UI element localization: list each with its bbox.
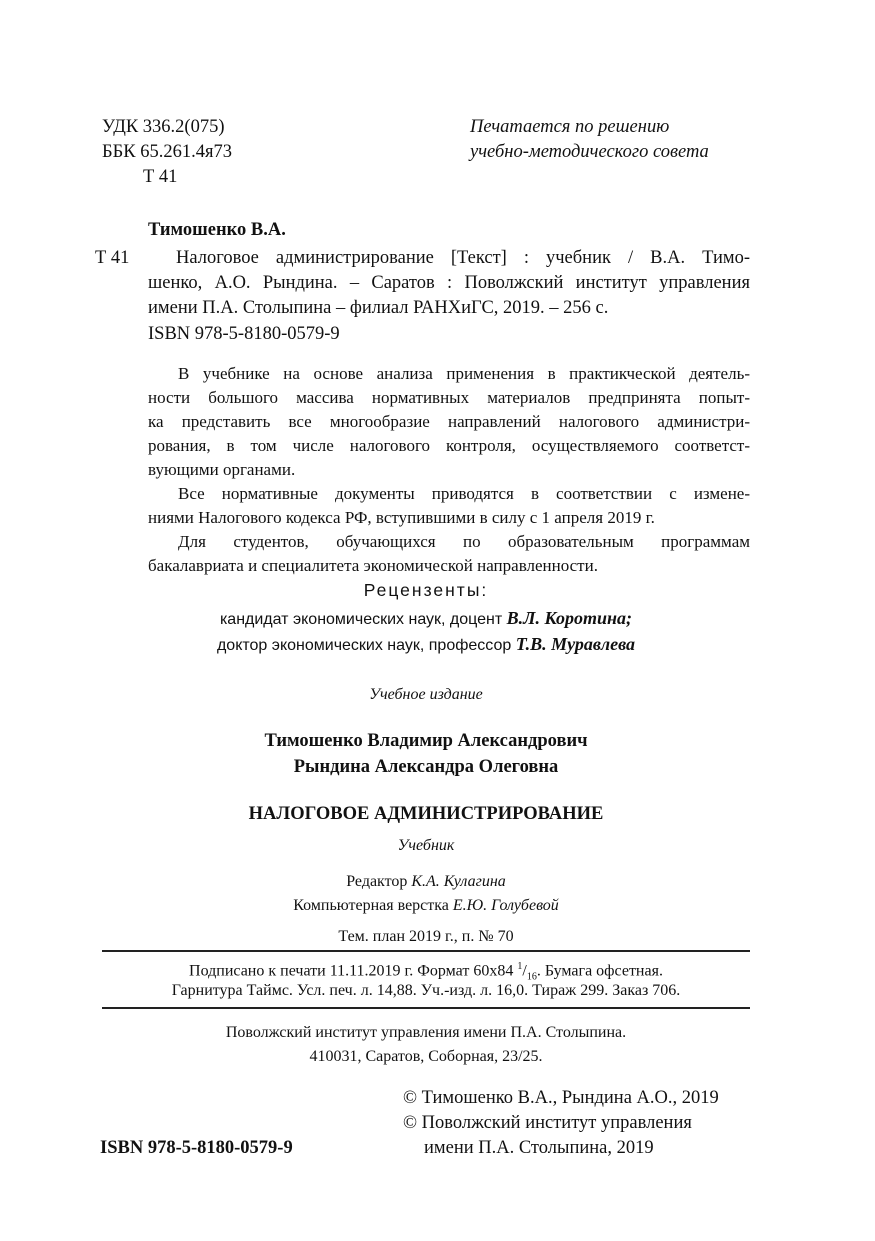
catalog-line-3: имени П.А. Столыпина – филиал РАНХиГС, 2019. – 256 с.: [148, 298, 609, 318]
imprint-signed: Подписано к печати 11.11.2019 г. Формат 60х84: [189, 962, 518, 980]
thematic-plan: Тем. план 2019 г., п. № 70: [338, 928, 514, 945]
annotation-line: ности большого массива нормативных материалов предпринята попыт-: [148, 388, 750, 407]
reviewer-1-name: В.Л. Коротина;: [506, 608, 633, 628]
format-fraction-slash: /: [522, 962, 527, 980]
format-fraction-numerator: 1: [517, 961, 523, 972]
publisher-name: Поволжский институт управления имени П.А. Столыпина.: [225, 1024, 627, 1041]
copyright-authors: © Тимошенко В.А., Рындина А.О., 2019: [403, 1088, 719, 1108]
reviewer-2: [102, 631, 750, 659]
annotation-line: Для студентов, обучающихся по образовательным программам: [178, 532, 750, 551]
annotation-line: Все нормативные документы приводятся в соответствии с измене-: [178, 484, 750, 503]
annotation: [148, 362, 750, 578]
reviewer-1: [102, 605, 750, 633]
annotation-line: ка представить все многообразие направлений налогового администри-: [148, 412, 750, 431]
catalog-line-1: Налоговое администрирование [Текст] : учебник / В.А. Тимо-: [176, 248, 750, 268]
annotation-line: вующими органами.: [148, 460, 296, 479]
annotation-line: бакалавриата и специалитета экономической направленности.: [148, 556, 598, 575]
editor-label: Редактор: [346, 873, 412, 890]
reviewer-2-role: доктор экономических наук, профессор: [216, 637, 516, 654]
udk-code: УДК 336.2(075): [102, 117, 225, 137]
book-subtitle: Учебник: [397, 837, 455, 854]
editor-credit: [102, 870, 750, 894]
reviewer-2-name: Т.В. Муравлева: [515, 634, 636, 654]
annotation-line: В учебнике на основе анализа применения в практикческой деятель-: [178, 364, 750, 383]
catalog-line-2: шенко, А.О. Рындина. – Саратов : Поволжский институт управления: [148, 273, 750, 293]
author-1: Тимошенко Владимир Александрович: [264, 731, 588, 751]
catalog-author-heading: Тимошенко В.А.: [148, 220, 286, 240]
imprint-line-2: Гарнитура Таймс. Усл. печ. л. 14,88. Уч.-изд. л. 16,0. Тираж 299. Заказ 706.: [171, 982, 681, 999]
layout-name: Е.Ю. Голубевой: [452, 897, 559, 914]
layout-credit: [102, 894, 750, 918]
copyright-publisher-cont: имени П.А. Столыпина, 2019: [424, 1138, 654, 1158]
edition-type: Учебное издание: [369, 686, 483, 703]
publication-note-line2: учебно-методического совета: [470, 142, 709, 162]
publication-note-line1: Печатается по решению: [470, 117, 670, 137]
annotation-line: рования, в том числе налогового контроля, осуществляемого соответст-: [148, 436, 750, 455]
book-title: НАЛОГОВОЕ АДМИНИСТРИРОВАНИЕ: [248, 804, 604, 824]
bbk-code: ББК 65.261.4я73: [102, 142, 232, 162]
layout-label: Компьютерная верстка: [293, 897, 453, 914]
copyright-publisher: © Поволжский институт управления: [403, 1113, 692, 1133]
imprint-paper: . Бумага офсетная.: [536, 962, 663, 980]
editor-name: К.А. Кулагина: [411, 873, 506, 890]
author-mark: Т 41: [143, 167, 178, 187]
imprint-top-rule: [102, 950, 750, 952]
annotation-line: ниями Налогового кодекса РФ, вступившими в силу с 1 апреля 2019 г.: [148, 508, 655, 527]
imprint-bottom-rule: [102, 1007, 750, 1009]
publisher-address: 410031, Саратов, Соборная, 23/25.: [309, 1048, 543, 1065]
catalog-mark: Т 41: [95, 248, 130, 268]
reviewers-heading: Рецензенты:: [363, 580, 489, 600]
author-2: Рындина Александра Олеговна: [293, 757, 559, 777]
format-fraction-denominator: 16: [526, 971, 537, 983]
catalog-isbn: ISBN 978-5-8180-0579-9: [148, 324, 340, 344]
reviewer-1-role: кандидат экономических наук, доцент: [219, 611, 507, 628]
bottom-isbn: ISBN 978-5-8180-0579-9: [100, 1138, 293, 1158]
